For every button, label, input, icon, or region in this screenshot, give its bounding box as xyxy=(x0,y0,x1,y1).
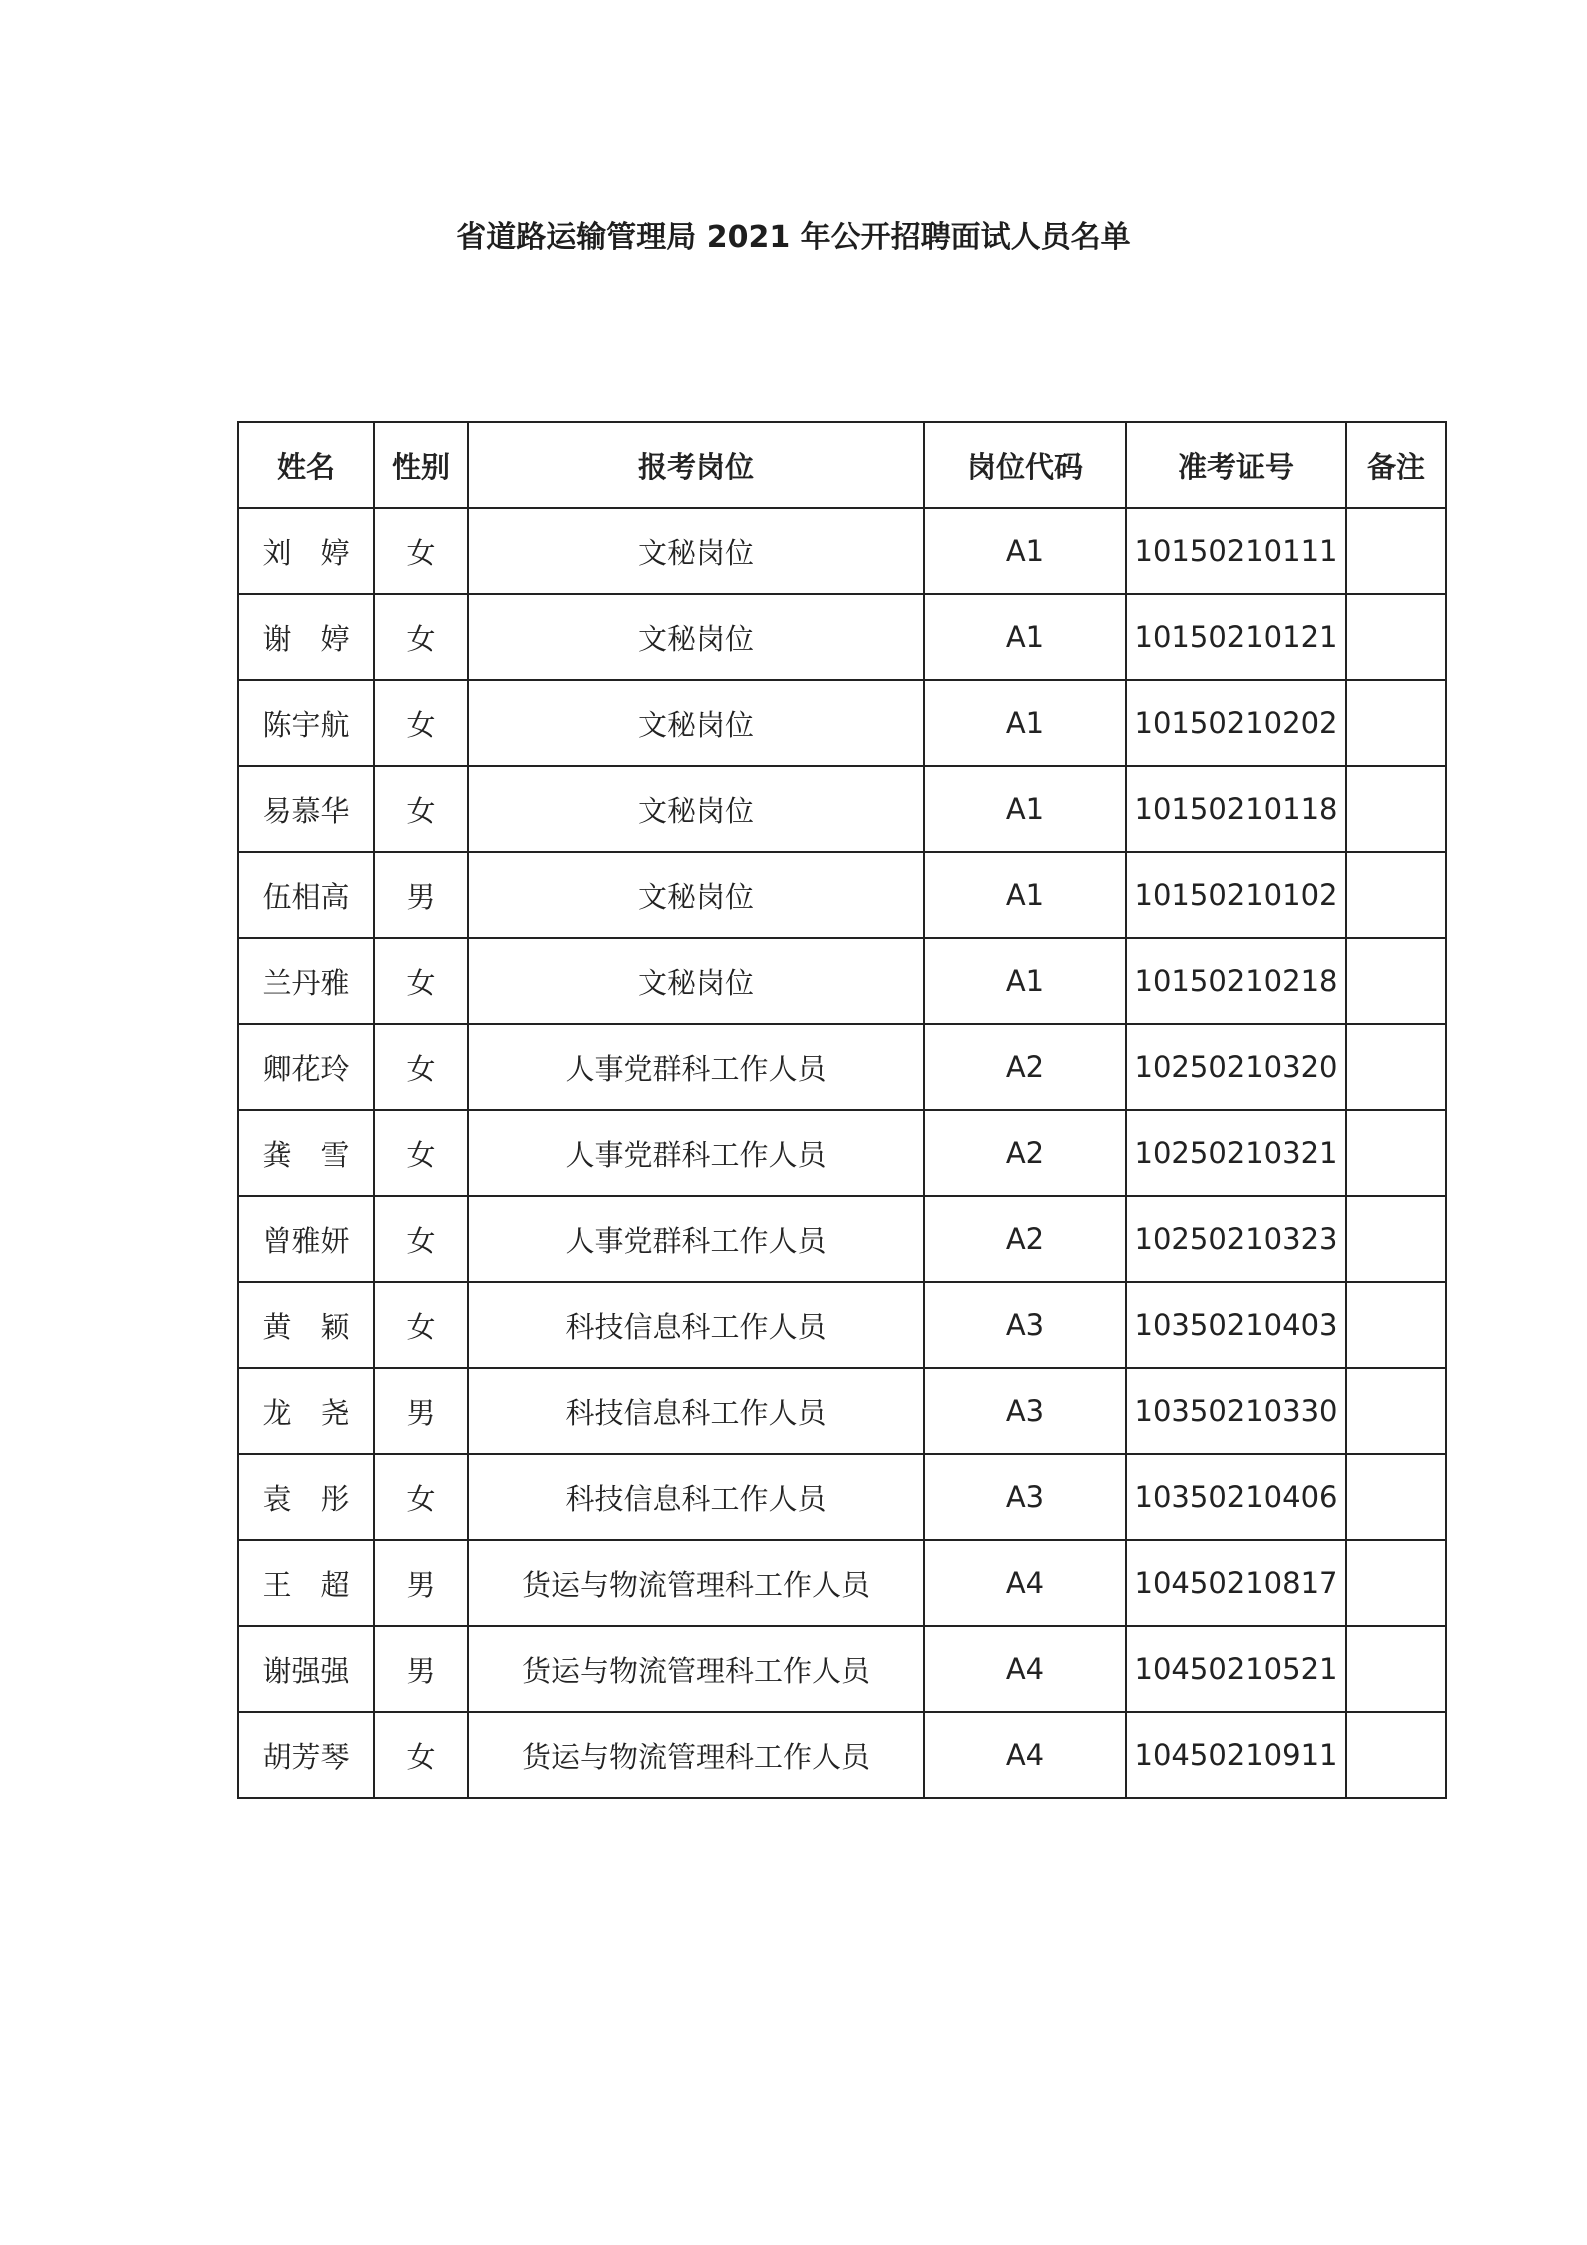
cell-name: 谢 婷 xyxy=(238,594,374,680)
table-row xyxy=(238,1024,1446,1110)
cell-position-code: A1 xyxy=(924,766,1126,852)
cell-name: 易慕华 xyxy=(238,766,374,852)
cell-position: 文秘岗位 xyxy=(468,508,924,594)
cell-ticket-number: 10350210330 xyxy=(1126,1368,1346,1454)
cell-gender: 女 xyxy=(374,766,468,852)
table-row xyxy=(238,1110,1446,1196)
cell-remarks xyxy=(1346,1454,1446,1540)
cell-position-code: A1 xyxy=(924,508,1126,594)
header-ticket-number: 准考证号 xyxy=(1126,422,1346,508)
table-row xyxy=(238,1626,1446,1712)
cell-name: 伍相高 xyxy=(238,852,374,938)
header-name: 姓名 xyxy=(238,422,374,508)
cell-remarks xyxy=(1346,766,1446,852)
cell-position-code: A3 xyxy=(924,1368,1126,1454)
cell-ticket-number: 10450210911 xyxy=(1126,1712,1346,1798)
cell-gender: 女 xyxy=(374,680,468,766)
cell-remarks xyxy=(1346,1110,1446,1196)
cell-position-code: A4 xyxy=(924,1626,1126,1712)
cell-position-code: A1 xyxy=(924,938,1126,1024)
cell-position-code: A1 xyxy=(924,594,1126,680)
cell-remarks xyxy=(1346,1712,1446,1798)
cell-position: 货运与物流管理科工作人员 xyxy=(468,1712,924,1798)
header-remarks: 备注 xyxy=(1346,422,1446,508)
cell-ticket-number: 10250210320 xyxy=(1126,1024,1346,1110)
cell-gender: 女 xyxy=(374,594,468,680)
table-row xyxy=(238,766,1446,852)
cell-ticket-number: 10150210202 xyxy=(1126,680,1346,766)
cell-position: 文秘岗位 xyxy=(468,680,924,766)
cell-remarks xyxy=(1346,680,1446,766)
cell-remarks xyxy=(1346,1626,1446,1712)
cell-ticket-number: 10150210102 xyxy=(1126,852,1346,938)
cell-name: 龚 雪 xyxy=(238,1110,374,1196)
table-row xyxy=(238,1282,1446,1368)
cell-gender: 女 xyxy=(374,1454,468,1540)
cell-remarks xyxy=(1346,938,1446,1024)
cell-name: 黄 颖 xyxy=(238,1282,374,1368)
cell-position: 科技信息科工作人员 xyxy=(468,1282,924,1368)
cell-remarks xyxy=(1346,852,1446,938)
cell-ticket-number: 10250210323 xyxy=(1126,1196,1346,1282)
cell-ticket-number: 10350210406 xyxy=(1126,1454,1346,1540)
table-row xyxy=(238,594,1446,680)
table-header-row xyxy=(238,422,1446,508)
cell-remarks xyxy=(1346,1282,1446,1368)
table-body xyxy=(238,508,1446,1798)
cell-remarks xyxy=(1346,1368,1446,1454)
interview-roster-table xyxy=(237,421,1447,1799)
cell-position-code: A4 xyxy=(924,1540,1126,1626)
table-row xyxy=(238,508,1446,594)
cell-name: 谢强强 xyxy=(238,1626,374,1712)
table-row xyxy=(238,1368,1446,1454)
cell-remarks xyxy=(1346,1024,1446,1110)
cell-gender: 女 xyxy=(374,938,468,1024)
cell-remarks xyxy=(1346,1540,1446,1626)
cell-name: 袁 彤 xyxy=(238,1454,374,1540)
cell-position: 货运与物流管理科工作人员 xyxy=(468,1540,924,1626)
table-row xyxy=(238,1196,1446,1282)
cell-ticket-number: 10150210218 xyxy=(1126,938,1346,1024)
cell-position-code: A2 xyxy=(924,1024,1126,1110)
cell-position-code: A2 xyxy=(924,1110,1126,1196)
table-row xyxy=(238,852,1446,938)
cell-position-code: A2 xyxy=(924,1196,1126,1282)
cell-gender: 女 xyxy=(374,1024,468,1110)
cell-gender: 女 xyxy=(374,1110,468,1196)
cell-ticket-number: 10250210321 xyxy=(1126,1110,1346,1196)
cell-position: 货运与物流管理科工作人员 xyxy=(468,1626,924,1712)
cell-gender: 男 xyxy=(374,1368,468,1454)
cell-position: 文秘岗位 xyxy=(468,852,924,938)
cell-position: 文秘岗位 xyxy=(468,594,924,680)
cell-name: 曾雅妍 xyxy=(238,1196,374,1282)
cell-position: 人事党群科工作人员 xyxy=(468,1196,924,1282)
header-position: 报考岗位 xyxy=(468,422,924,508)
cell-ticket-number: 10150210121 xyxy=(1126,594,1346,680)
table-row xyxy=(238,1454,1446,1540)
cell-gender: 男 xyxy=(374,1626,468,1712)
cell-name: 陈宇航 xyxy=(238,680,374,766)
header-position-code: 岗位代码 xyxy=(924,422,1126,508)
cell-gender: 男 xyxy=(374,852,468,938)
cell-name: 胡芳琴 xyxy=(238,1712,374,1798)
cell-ticket-number: 10150210118 xyxy=(1126,766,1346,852)
cell-position: 文秘岗位 xyxy=(468,766,924,852)
cell-name: 卿花玲 xyxy=(238,1024,374,1110)
cell-gender: 女 xyxy=(374,1712,468,1798)
header-gender: 性别 xyxy=(374,422,468,508)
page-title: 省道路运输管理局 2021 年公开招聘面试人员名单 xyxy=(456,220,1131,255)
table-row xyxy=(238,1712,1446,1798)
cell-ticket-number: 10450210521 xyxy=(1126,1626,1346,1712)
cell-gender: 女 xyxy=(374,1282,468,1368)
cell-position-code: A1 xyxy=(924,680,1126,766)
cell-position: 科技信息科工作人员 xyxy=(468,1368,924,1454)
table-row xyxy=(238,938,1446,1024)
cell-position: 人事党群科工作人员 xyxy=(468,1110,924,1196)
cell-position: 文秘岗位 xyxy=(468,938,924,1024)
cell-position: 人事党群科工作人员 xyxy=(468,1024,924,1110)
table-row xyxy=(238,680,1446,766)
cell-remarks xyxy=(1346,508,1446,594)
cell-remarks xyxy=(1346,1196,1446,1282)
cell-name: 龙 尧 xyxy=(238,1368,374,1454)
cell-gender: 女 xyxy=(374,1196,468,1282)
cell-ticket-number: 10150210111 xyxy=(1126,508,1346,594)
cell-remarks xyxy=(1346,594,1446,680)
cell-name: 兰丹雅 xyxy=(238,938,374,1024)
cell-gender: 女 xyxy=(374,508,468,594)
cell-position-code: A3 xyxy=(924,1282,1126,1368)
table-row xyxy=(238,1540,1446,1626)
cell-position-code: A3 xyxy=(924,1454,1126,1540)
cell-position-code: A1 xyxy=(924,852,1126,938)
cell-position: 科技信息科工作人员 xyxy=(468,1454,924,1540)
cell-name: 刘 婷 xyxy=(238,508,374,594)
cell-ticket-number: 10450210817 xyxy=(1126,1540,1346,1626)
cell-gender: 男 xyxy=(374,1540,468,1626)
cell-name: 王 超 xyxy=(238,1540,374,1626)
cell-position-code: A4 xyxy=(924,1712,1126,1798)
cell-ticket-number: 10350210403 xyxy=(1126,1282,1346,1368)
